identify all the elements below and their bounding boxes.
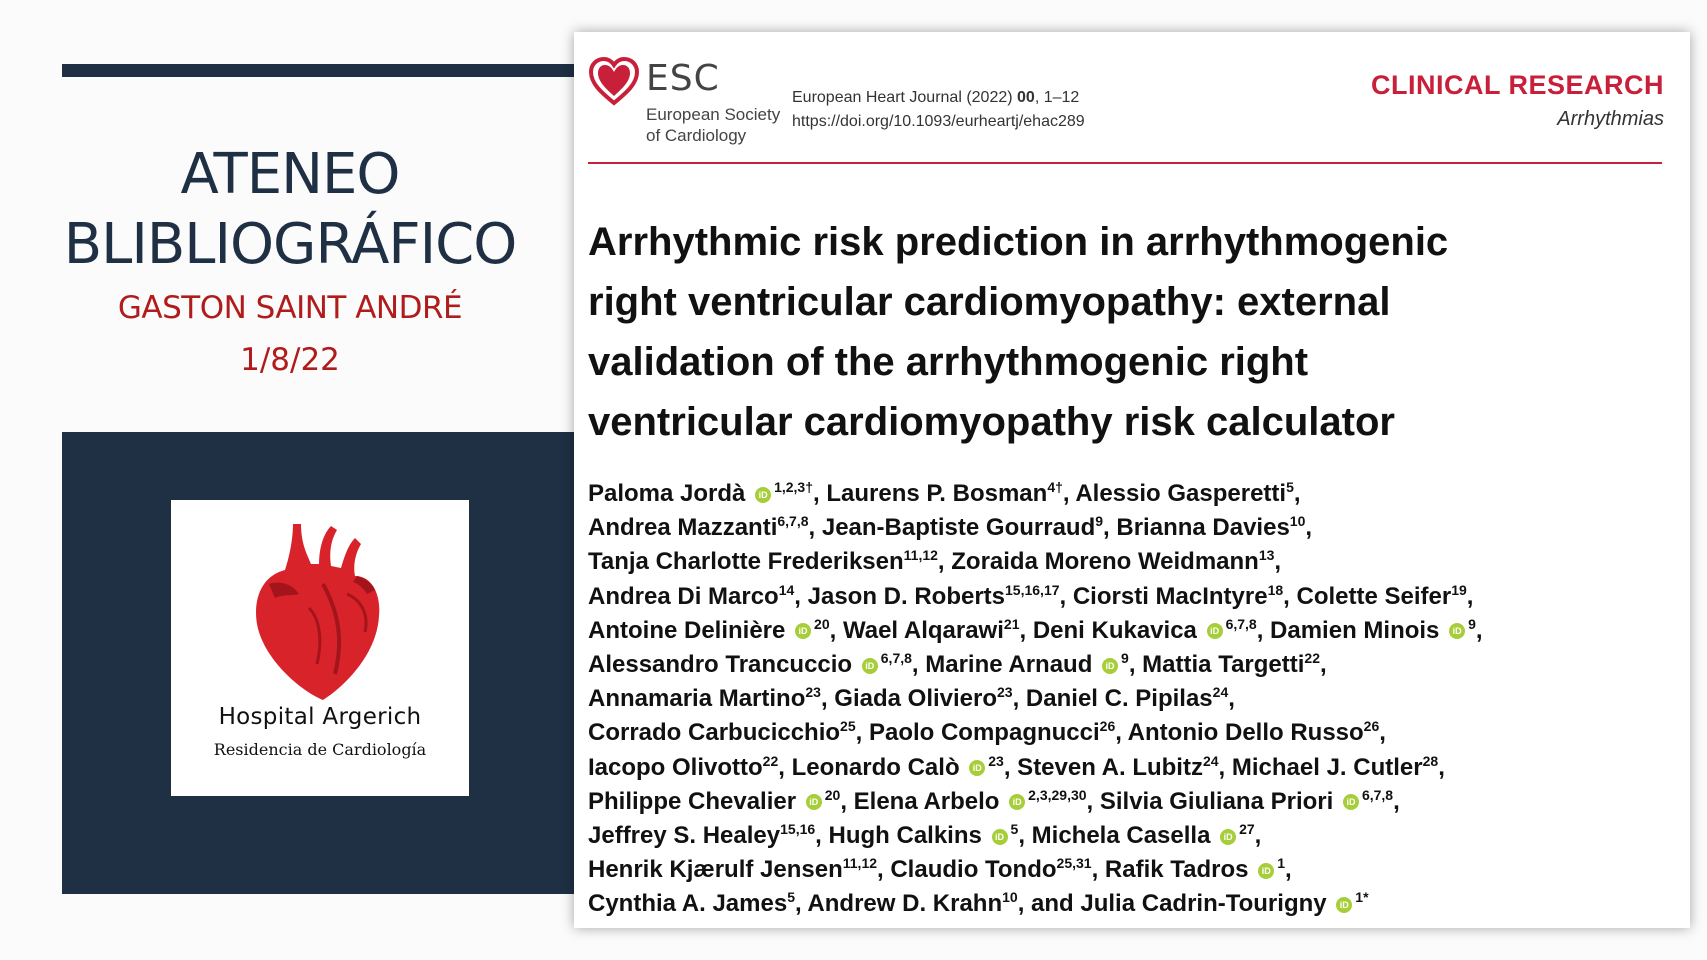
author-text: , Ciorsti MacIntyre xyxy=(1059,582,1268,610)
orcid-icon[interactable]: iD xyxy=(1449,623,1465,639)
affiliation-superscript: 20 xyxy=(814,615,830,632)
orcid-icon[interactable]: iD xyxy=(992,829,1008,845)
affiliation-superscript: 23 xyxy=(805,684,821,701)
author-text: , xyxy=(1379,719,1386,747)
author-line xyxy=(588,846,1668,884)
affiliation-superscript: 5 xyxy=(1010,820,1019,837)
affiliation-superscript: 25,31 xyxy=(1056,855,1092,872)
affiliation-superscript: 24 xyxy=(1212,684,1229,701)
affiliation-superscript: 14 xyxy=(778,581,795,598)
affiliation-superscript: 19 xyxy=(1451,581,1467,598)
author-text: Andrea Mazzanti xyxy=(588,514,778,542)
author-text: , Steven A. Lubitz xyxy=(1003,753,1203,781)
author-text: Jeffrey S. Healey xyxy=(588,821,781,849)
affiliation-superscript: 11,12 xyxy=(842,855,878,872)
author-text: Annamaria Martino xyxy=(588,685,806,713)
author-text: , Brianna Davies xyxy=(1103,514,1290,542)
esc-society-name xyxy=(646,104,796,146)
journal-citation xyxy=(792,86,1085,134)
author-text: , xyxy=(1475,616,1483,644)
author-line xyxy=(588,607,1668,644)
affiliation-superscript: 5 xyxy=(1286,479,1294,495)
author-text: , Leonardo Calò xyxy=(778,753,967,781)
author-line xyxy=(588,470,1668,507)
author-text: Iacopo Olivotto xyxy=(588,753,763,781)
paper-title-line: validation of the arrhythmogenic right xyxy=(588,340,1309,384)
author-line xyxy=(588,778,1668,815)
journal-line xyxy=(792,86,1085,110)
author-line xyxy=(588,675,1668,713)
author-text: , Daniel C. Pipilas xyxy=(1012,685,1213,713)
author-text: , Deni Kukavica xyxy=(1019,616,1204,644)
affiliation-superscript: 21 xyxy=(1003,615,1020,632)
affiliation-superscript: 27 xyxy=(1239,820,1255,837)
author-text: , xyxy=(1228,685,1235,713)
author-text: , Hugh Calkins xyxy=(815,821,989,849)
author-text: Corrado Carbucicchio xyxy=(588,719,841,747)
affiliation-superscript: 9 xyxy=(1095,513,1104,530)
affiliation-superscript: 15,16,17 xyxy=(1005,581,1060,598)
paper-title-line: Arrhythmic risk prediction in arrhythmogenic xyxy=(588,220,1449,264)
paper-screenshot xyxy=(574,32,1690,928)
journal-volume: 00 xyxy=(1017,89,1035,106)
affiliation-superscript: 22 xyxy=(1304,649,1320,666)
author-line xyxy=(588,812,1668,849)
author-text: , xyxy=(1274,548,1282,576)
author-text: , and Julia Cadrin-Tourigny xyxy=(1017,890,1334,918)
author-text: Antoine Delinière xyxy=(588,616,793,644)
affiliation-superscript: 23 xyxy=(988,752,1004,769)
affiliation-superscript: 4† xyxy=(1047,479,1063,495)
author-text: , Rafik Tadros xyxy=(1091,856,1256,884)
journal-pages: , 1–12 xyxy=(1034,89,1080,106)
orcid-icon[interactable]: iD xyxy=(1220,829,1236,845)
affiliation-superscript: 20 xyxy=(824,786,841,803)
author-text: , xyxy=(1254,821,1262,849)
paper-title-line: right ventricular cardiomyopathy: external xyxy=(588,280,1391,324)
orcid-icon[interactable]: iD xyxy=(969,760,985,776)
doi-link[interactable]: https://doi.org/10.1093/eurheartj/ehac289 xyxy=(792,113,1085,130)
paper-title xyxy=(588,212,1668,452)
author-text: , xyxy=(1438,753,1445,781)
author-text: , xyxy=(1305,514,1313,542)
slide-title-line-1: ATENEO xyxy=(180,142,400,207)
author-text: , Jason D. Roberts xyxy=(794,582,1006,610)
affiliation-superscript: 6,7,8 xyxy=(1361,786,1394,803)
orcid-icon[interactable]: iD xyxy=(1343,794,1359,810)
affiliation-superscript: 1,2,3† xyxy=(774,479,813,495)
orcid-icon[interactable]: iD xyxy=(862,658,878,674)
affiliation-superscript: 10 xyxy=(1002,889,1018,906)
orcid-icon[interactable]: iD xyxy=(1258,863,1274,879)
slide-title-line-2: BLIBLIOGRÁFICO xyxy=(63,212,517,277)
author-text: , Paolo Compagnucci xyxy=(855,719,1100,747)
affiliation-superscript: 18 xyxy=(1267,581,1284,598)
author-line xyxy=(588,504,1668,542)
author-text: Andrea Di Marco xyxy=(588,582,779,610)
author-list xyxy=(588,470,1668,918)
orcid-icon[interactable]: iD xyxy=(1207,623,1223,639)
hospital-subtitle: Residencia de Cardiología xyxy=(213,740,427,759)
esc-society-line-1: European Society xyxy=(646,105,781,124)
section-label: CLINICAL RESEARCH xyxy=(1370,70,1664,100)
affiliation-superscript: 6,7,8 xyxy=(880,649,912,666)
author-line xyxy=(588,744,1668,781)
affiliation-superscript: 2,3,29,30 xyxy=(1028,786,1087,803)
affiliation-superscript: 26 xyxy=(1099,718,1116,735)
orcid-icon[interactable]: iD xyxy=(795,623,811,639)
orcid-icon[interactable]: iD xyxy=(1009,794,1025,810)
affiliation-superscript: 1 xyxy=(1277,855,1285,872)
presenter-name: GASTON SAINT ANDRÉ xyxy=(117,290,463,326)
affiliation-superscript: 24 xyxy=(1202,752,1219,769)
affiliation-superscript: 15,16 xyxy=(780,820,816,837)
author-text: , Antonio Dello Russo xyxy=(1115,719,1364,747)
author-line xyxy=(588,641,1668,678)
author-text: , Marine Arnaud xyxy=(911,650,1100,678)
subsection-label: Arrhythmias xyxy=(1557,108,1664,130)
esc-wordmark: ESC xyxy=(646,58,720,99)
author-text: , Jean-Baptiste Gourraud xyxy=(808,514,1096,542)
author-text: , Michael J. Cutler xyxy=(1218,753,1423,781)
affiliation-superscript: 9 xyxy=(1468,615,1476,632)
top-accent-bar xyxy=(62,64,584,77)
header-divider xyxy=(588,162,1662,164)
orcid-icon[interactable]: iD xyxy=(806,794,822,810)
author-text: , Alessio Gasperetti xyxy=(1062,480,1287,507)
author-text: , Silvia Giuliana Priori xyxy=(1086,787,1340,815)
author-text: , xyxy=(1293,480,1301,507)
author-text: , Michela Casella xyxy=(1018,821,1218,849)
author-text: , Laurens P. Bosman xyxy=(813,480,1048,507)
author-line xyxy=(588,573,1668,610)
affiliation-superscript: 1* xyxy=(1355,889,1369,906)
author-text: , Mattia Targetti xyxy=(1128,650,1305,678)
author-text: , Damien Minois xyxy=(1256,616,1447,644)
author-text: , Andrew D. Krahn xyxy=(794,890,1003,918)
author-text: Tanja Charlotte Frederiksen xyxy=(588,548,904,576)
affiliation-superscript: 10 xyxy=(1289,513,1306,530)
author-text: Paloma Jordà xyxy=(588,480,753,507)
affiliation-superscript: 23 xyxy=(997,684,1013,701)
author-text: , xyxy=(1284,856,1292,884)
slide-title-block xyxy=(20,140,560,378)
affiliation-superscript: 11,12 xyxy=(903,547,938,564)
author-text: , Zoraida Moreno Weidmann xyxy=(937,548,1259,576)
esc-heart-logo-icon xyxy=(588,56,640,108)
author-text: , Colette Seifer xyxy=(1283,582,1452,610)
hospital-logo xyxy=(171,500,469,796)
affiliation-superscript: 22 xyxy=(762,752,779,769)
presentation-date: 1/8/22 xyxy=(240,342,340,378)
author-text: Philippe Chevalier xyxy=(588,787,803,815)
affiliation-superscript: 28 xyxy=(1422,752,1439,769)
affiliation-superscript: 5 xyxy=(787,889,795,906)
author-text: , xyxy=(1320,650,1327,678)
author-text: Cynthia A. James xyxy=(588,890,788,918)
author-text: , Giada Oliviero xyxy=(820,685,998,713)
author-line xyxy=(588,880,1668,918)
affiliation-superscript: 9 xyxy=(1121,649,1129,666)
author-text: , xyxy=(1466,582,1474,610)
author-text: , Elena Arbelo xyxy=(840,787,1007,815)
author-text: , xyxy=(1393,787,1400,815)
orcid-icon[interactable]: iD xyxy=(755,487,771,503)
author-text: , Claudio Tondo xyxy=(877,856,1057,884)
esc-society-line-2: of Cardiology xyxy=(646,126,747,145)
orcid-icon[interactable]: iD xyxy=(1336,897,1352,913)
hospital-name: Hospital Argerich xyxy=(218,704,422,730)
affiliation-superscript: 25 xyxy=(840,718,856,735)
author-text: Alessandro Trancuccio xyxy=(588,650,859,678)
journal-name: European Heart Journal (2022) xyxy=(792,89,1013,106)
author-text: Henrik Kjærulf Jensen xyxy=(588,856,843,884)
affiliation-superscript: 6,7,8 xyxy=(777,513,809,530)
anatomical-heart-icon xyxy=(249,514,389,704)
author-text: , Wael Alqarawi xyxy=(829,616,1004,644)
affiliation-superscript: 13 xyxy=(1258,547,1275,564)
affiliation-superscript: 26 xyxy=(1363,718,1380,735)
affiliation-superscript: 6,7,8 xyxy=(1225,615,1257,632)
paper-title-line: ventricular cardiomyopathy risk calculator xyxy=(588,400,1395,444)
author-line xyxy=(588,709,1668,747)
author-line xyxy=(588,538,1668,576)
orcid-icon[interactable]: iD xyxy=(1102,658,1118,674)
